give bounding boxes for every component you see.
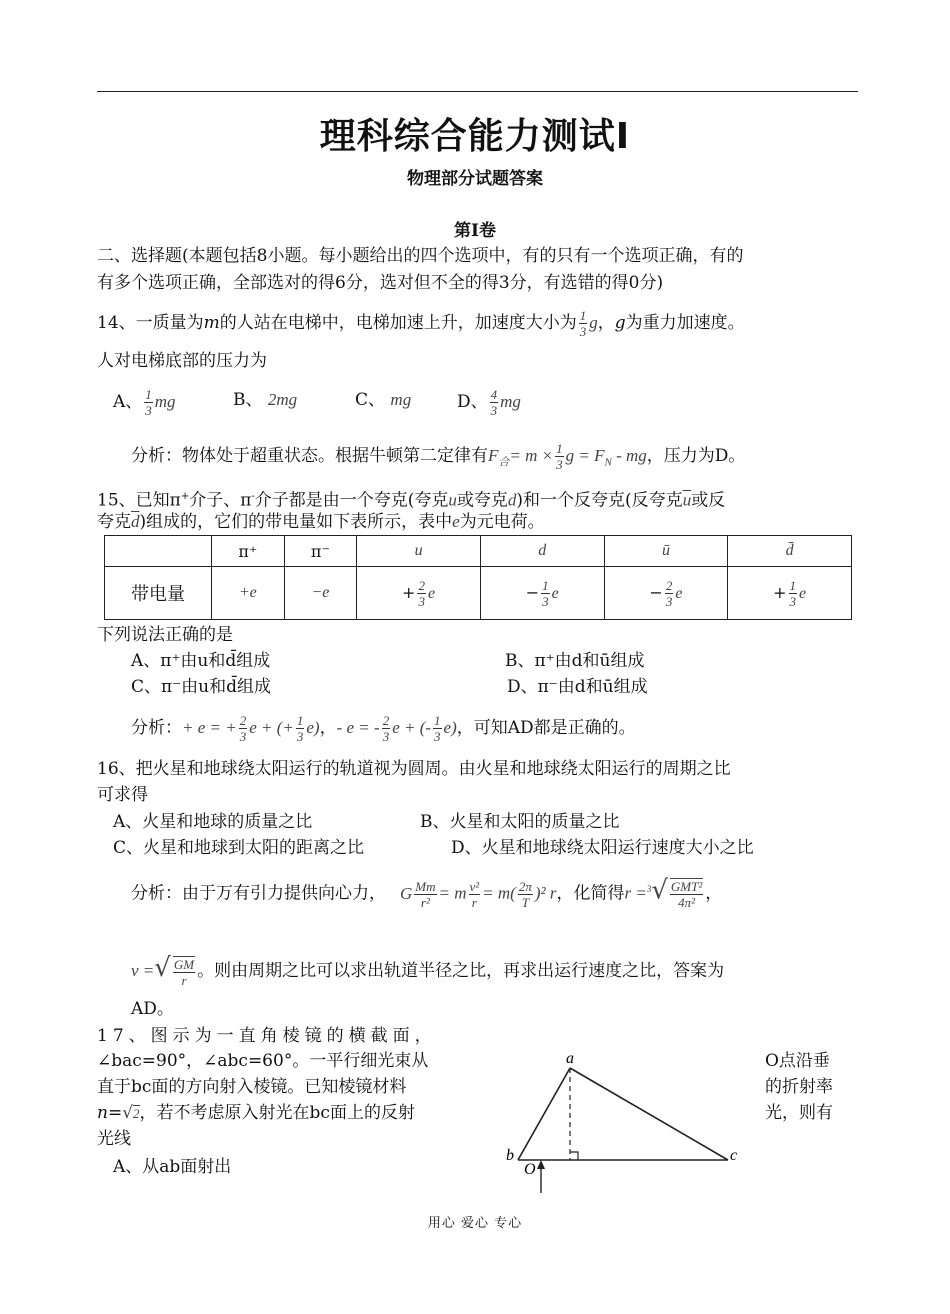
page-title: 理科综合能力测试Ⅰ [319,116,631,157]
label-c: c [730,1147,738,1164]
q15-option-d: D、π⁻由d和ū组成 [507,677,648,697]
table-header-cell: π⁺ [212,536,285,567]
q14-option-a: A、 $\frac{1}{3}$ mg [113,387,176,418]
section-intro-line1: 二、选择题(本题包括8小题。每小题给出的四个选项中，有的只有一个选项正确，有的 [97,246,744,266]
table-header-cell: d [480,536,604,567]
q14-option-c: C、 mg [355,390,412,410]
q15-analysis: 分析：+ e = + $\frac{2}{3}$ e + (+ $\frac{1}{3}$ e)，- e = - $\frac{2}{3}$ e + (- $\frac{1}{3}$ e)，可知AD都是正确的。 [131,713,636,744]
table-header-cell: u [357,536,481,567]
q14-line2: 人对电梯底部的压力为 [97,351,267,371]
table-cell-ubar: − $\frac{2}{3}$ e [604,567,728,620]
table-cell-dbar: + $\frac{1}{3}$ e [728,567,852,620]
q16-option-a: A、火星和地球的质量之比 [113,812,313,832]
right-angle-mark [570,1152,578,1160]
volume-label: 第Ⅰ卷 [454,221,496,241]
q15-option-b: B、π⁺由d和ū组成 [505,651,645,671]
table-header-row [105,536,852,567]
q15-stem-line2: 夸克$\overline{d}$)组成的，它们的带电量如下表所示，表中e为元电荷。 [97,512,545,532]
q16-option-b: B、火星和太阳的质量之比 [420,812,620,832]
table-header-cell: ū [604,536,728,567]
q17-line1-right: O点沿垂 [765,1051,830,1071]
q16-option-c: C、火星和地球到太阳的距离之比 [113,838,365,858]
q17-line2: ∠bac=90°，∠abc=60°。一平行细光束从 [97,1051,429,1071]
table-cell-u: + $\frac{2}{3}$ e [357,567,481,620]
top-rule [97,91,858,92]
q15-stem-line1: 15、已知π+介子、π-介子都是由一个夸克(夸克u或夸克d)和一个反夸克(反夸克$\overline{u}$或反 [97,490,726,511]
q15-prompt: 下列说法正确的是 [97,625,233,645]
q14-fraction: $\frac{1}{3}$ [579,308,587,339]
q15-option-a: A、π⁺由u和d̄组成 [131,651,271,671]
prism-figure [500,1048,750,1198]
q17-line3: 直于bc面的方向射入棱镜。已知棱镜材料 [97,1077,407,1097]
edge-ab [518,1068,570,1160]
section-intro-line2: 有多个选项正确，全部选对的得6分，选对但不全的得3分，有选错的得0分) [97,273,664,293]
q16-analysis-line1: 分析：由于万有引力提供向心力， G $\frac{Mm}{\text{r²}}$ = m $\frac{\text{v²}}{r}$ = m( $\frac{2\pi}{T}$ )² r，化简得r =$^3$√ $\frac{\text{GMT²}}{\text{4π²}}$ ， [131,875,723,911]
label-a: a [566,1050,574,1067]
q17-line5: 光线 [97,1129,131,1149]
table-cell-pi-minus: −e [284,567,357,620]
table-header-cell: π⁻ [284,536,357,567]
table-cell-pi-plus: +e [212,567,285,620]
charge-table [104,535,852,620]
q17-line4: n=√2，若不考虑原入射光在bc面上的反射 [97,1103,415,1123]
q16-stem-line1: 16、把火星和地球绕太阳运行的轨道视为圆周。由火星和地球绕太阳运行的周期之比 [97,759,731,779]
table-header-cell: d̄ [728,536,852,567]
table-row [105,567,852,620]
q14-stem: 14、一质量为m的人站在电梯中，电梯加速上升，加速度大小为 $\frac{1}{3}$ g，g为重力加速度。 [97,308,745,339]
arrow-head [537,1160,545,1169]
table-row-label: 带电量 [105,567,212,620]
q16-option-d: D、火星和地球绕太阳运行速度大小之比 [451,838,754,858]
table-header-cell [105,536,212,567]
q16-stem-line2: 可求得 [97,785,148,805]
table-cell-d: − $\frac{1}{3}$ e [480,567,604,620]
page-footer: 用心 爱心 专心 [427,1216,523,1231]
page-subtitle: 物理部分试题答案 [407,169,543,189]
q16-analysis-line3: AD。 [131,999,174,1019]
q14-analysis: 分析：物体处于超重状态。根据牛顿第二定律有$F_合= m$ × $\frac{1}{3}$ $g = F_N$ - mg，压力为D。 [131,441,746,472]
label-o: O [524,1161,536,1178]
q16-analysis-line2: v =√ $\frac{GM}{r}$ 。则由周期之比可以求出轨道半径之比，再求出运行速度之比，答案为 [131,953,725,988]
q17-line1: 17、图示为一直角棱镜的横截面， [97,1026,437,1046]
q15-option-c: C、π⁻由u和d̄组成 [131,677,271,697]
edge-ac [570,1068,728,1160]
q17-option-a: A、从ab面射出 [113,1157,232,1177]
q17-line2-right: 的折射率 [765,1077,833,1097]
q14-option-d: D、 $\frac{4}{3}$ mg [457,387,521,418]
q17-line3-right: 光，则有 [765,1103,833,1123]
q14-option-b: B、 2mg [233,390,298,410]
label-b: b [506,1147,514,1164]
